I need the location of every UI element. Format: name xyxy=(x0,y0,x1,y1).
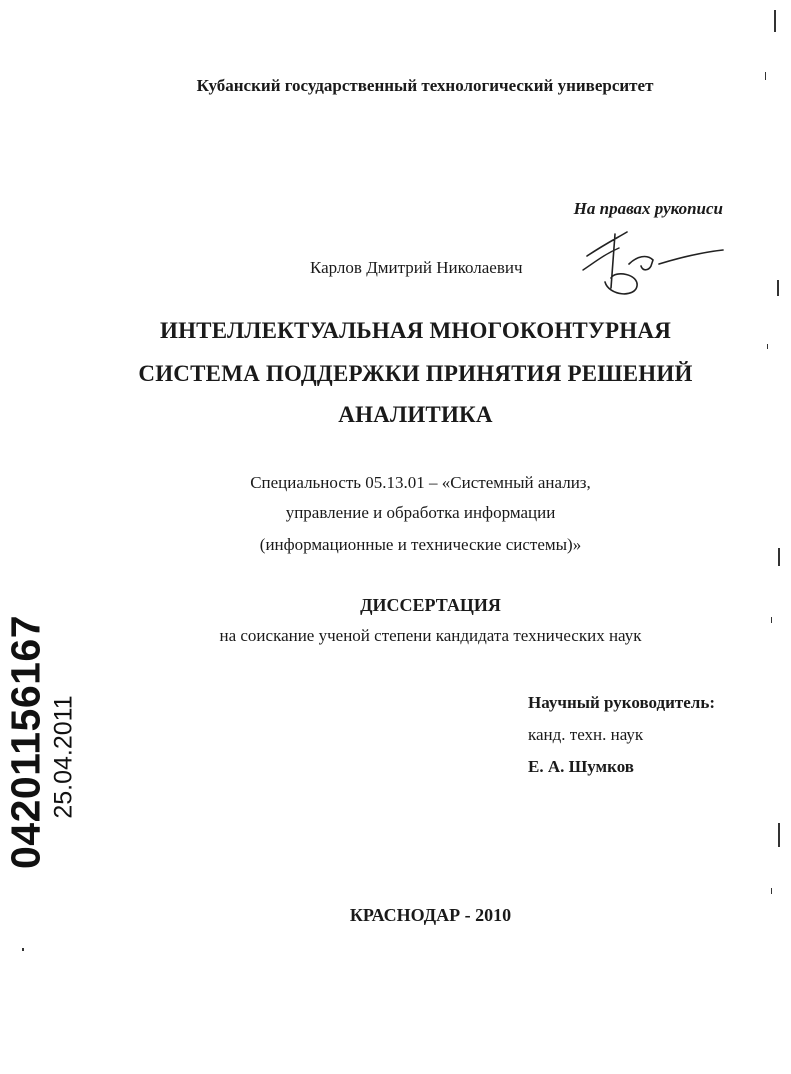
author-name: Карлов Дмитрий Николаевич xyxy=(310,258,523,277)
title-line-2: СИСТЕМА ПОДДЕРЖКИ ПРИНЯТИЯ РЕШЕНИЙ xyxy=(138,361,693,386)
specialty-line-2: управление и обработка информации xyxy=(285,503,556,522)
scan-mark xyxy=(767,344,768,349)
title-line-3: АНАЛИТИКА xyxy=(338,402,493,427)
scan-mark xyxy=(765,72,766,80)
city-year: КРАСНОДАР - 2010 xyxy=(349,905,512,925)
supervisor-name: Е. А. Шумков xyxy=(528,757,634,776)
specialty-line-1: Специальность 05.13.01 – «Системный анализ, xyxy=(250,473,591,492)
scan-mark xyxy=(778,548,780,566)
title-line-1: ИНТЕЛЛЕКТУАЛЬНАЯ МНОГОКОНТУРНАЯ xyxy=(160,318,671,343)
supervisor-degree: канд. техн. наук xyxy=(528,725,644,744)
scan-mark xyxy=(777,280,779,296)
degree-line: на соискание ученой степени кандидата технических наук xyxy=(219,626,642,645)
scan-mark xyxy=(22,948,24,951)
dissertation-label: ДИССЕРТАЦИЯ xyxy=(360,595,501,615)
scan-mark xyxy=(778,823,780,847)
stamp-date: 25.04.2011 xyxy=(49,695,78,819)
signature xyxy=(575,226,725,301)
specialty-line-3: (информационные и технические системы)» xyxy=(259,535,582,554)
manuscript-note: На правах рукописи xyxy=(573,199,723,218)
scan-mark xyxy=(771,617,772,623)
stamp-number: 04201156167 xyxy=(2,614,49,870)
scan-mark xyxy=(774,10,776,32)
supervisor-label: Научный руководитель: xyxy=(528,693,715,712)
scan-mark xyxy=(771,888,772,894)
university-name: Кубанский государственный технологический университет xyxy=(196,76,654,95)
